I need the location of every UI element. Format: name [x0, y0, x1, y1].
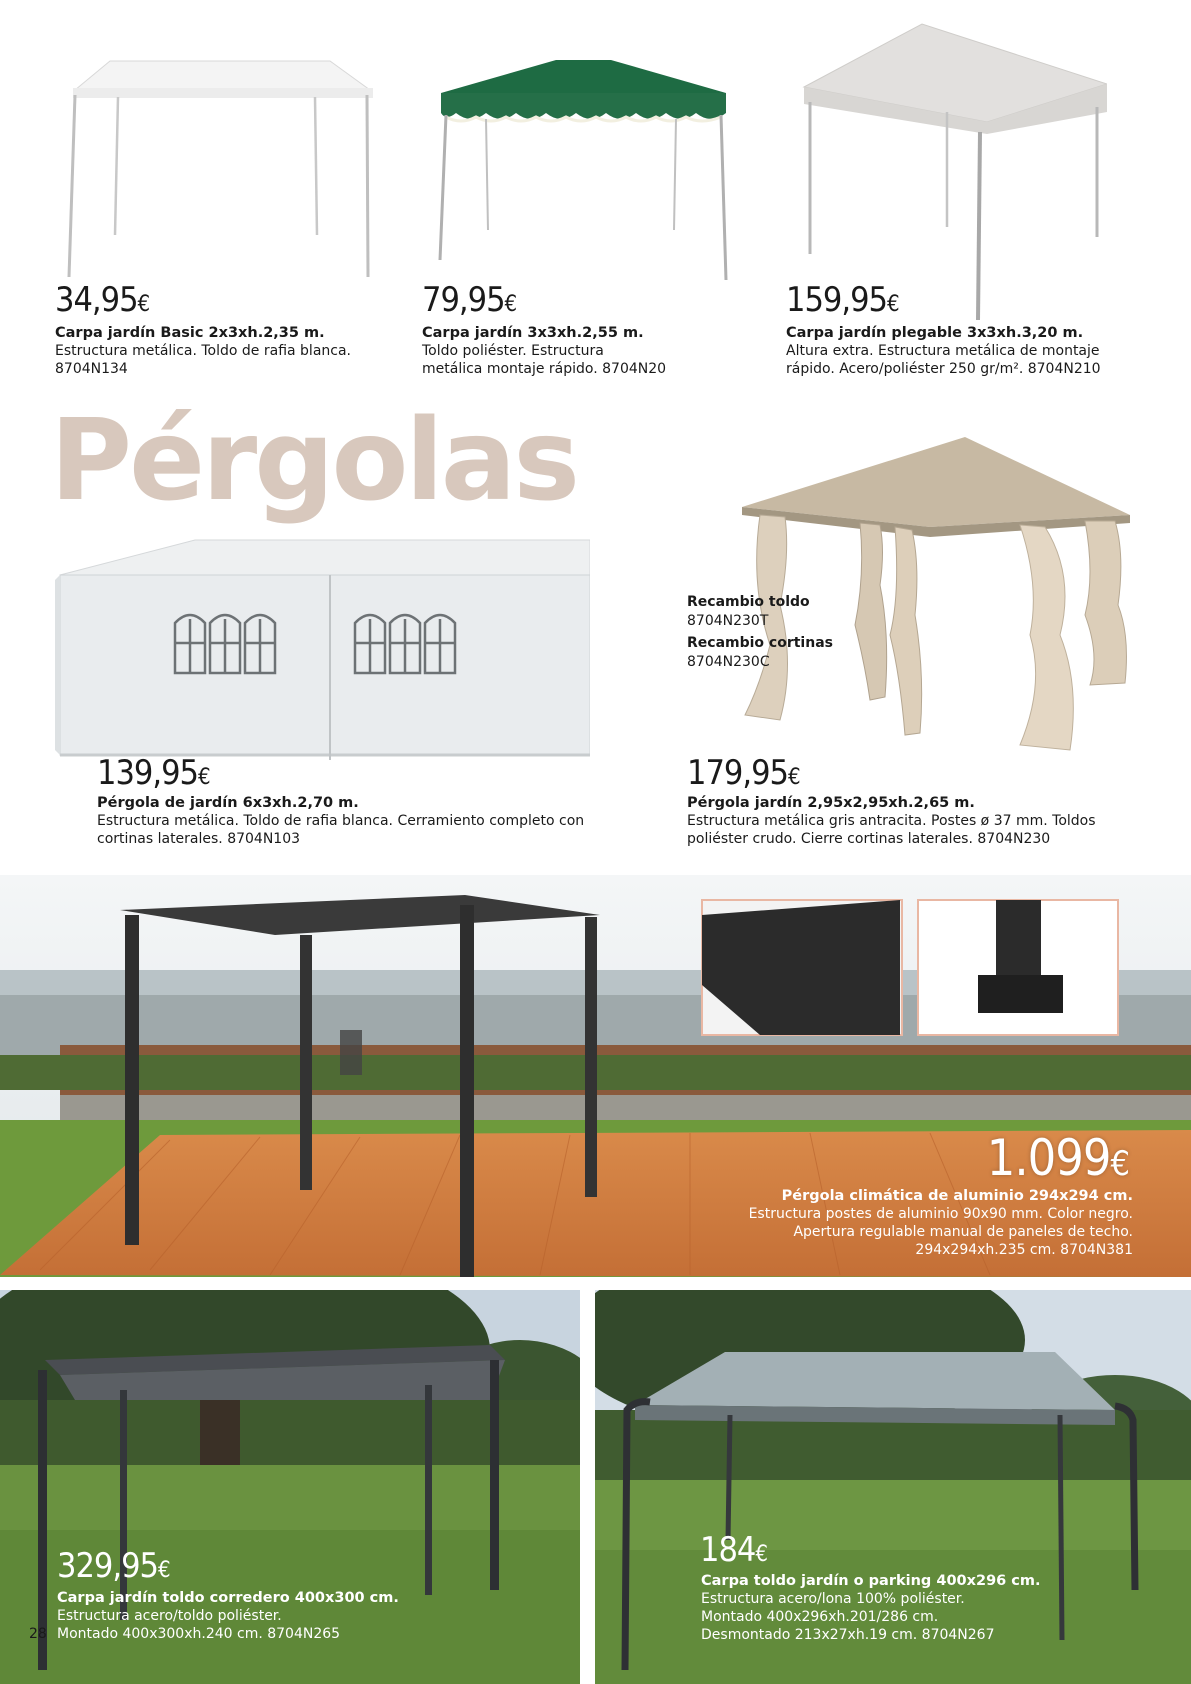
section-title: Pérgolas [50, 396, 578, 526]
product-desc-climatic-line1: Estructura postes de aluminio 90x90 mm. Color negro. [748, 1206, 1133, 1222]
product-image-green-tent [436, 55, 736, 280]
product-desc-pergola-295-line2: poliéster crudo. Cierre cortinas laterales. 8704N230 [687, 831, 1051, 847]
product-image-folding-tent [802, 22, 1107, 322]
page-number: 28 [29, 1626, 47, 1642]
price-value: 179,95 [687, 753, 788, 793]
product-image-basic-tent [55, 55, 375, 280]
price-value: 79,95 [422, 280, 505, 320]
spare-part-code-awning: 8704N230T [687, 613, 769, 629]
price-pergola-295 [687, 753, 800, 793]
product-desc-sliding-line2: Montado 400x300xh.240 cm. 8704N265 [57, 1626, 341, 1642]
product-title-basic: Carpa jardín Basic 2x3xh.2,35 m. [55, 325, 325, 341]
price-value: 34,95 [55, 280, 138, 320]
product-title-sliding: Carpa jardín toldo corredero 400x300 cm. [57, 1590, 399, 1606]
price-sliding [57, 1546, 170, 1586]
product-title-folding: Carpa jardín plegable 3x3xh.3,20 m. [786, 325, 1084, 341]
product-title-pergola-6x3: Pérgola de jardín 6x3xh.2,70 m. [97, 795, 359, 811]
product-title-climatic: Pérgola climática de aluminio 294x294 cm. [781, 1188, 1133, 1204]
product-desc-folding-line2: rápido. Acero/poliéster 250 gr/m². 8704N210 [786, 361, 1101, 377]
currency-symbol: € [755, 1542, 767, 1567]
product-desc-basic-line1: Estructura metálica. Toldo de rafia blanca. [55, 343, 351, 359]
product-desc-climatic-line2: Apertura regulable manual de paneles de techo. [793, 1224, 1133, 1240]
price-parking [700, 1530, 767, 1570]
product-title-parking: Carpa toldo jardín o parking 400x296 cm. [701, 1573, 1041, 1589]
product-desc-parking-line1: Estructura acero/lona 100% poliéster. [701, 1591, 965, 1607]
price-climatic [986, 1129, 1129, 1187]
price-value: 329,95 [57, 1546, 158, 1586]
product-title-green: Carpa jardín 3x3xh.2,55 m. [422, 325, 644, 341]
currency-symbol: € [198, 765, 210, 790]
product-image-pergola-6x3 [55, 535, 590, 770]
currency-symbol: € [137, 292, 150, 317]
product-desc-folding-line1: Altura extra. Estructura metálica de montaje [786, 343, 1100, 359]
currency-symbol: € [887, 292, 899, 317]
product-desc-climatic-line3: 294x294xh.235 cm. 8704N381 [915, 1242, 1133, 1258]
spare-part-label-curtains: Recambio cortinas [687, 635, 833, 651]
product-desc-parking-line3: Desmontado 213x27xh.19 cm. 8704N267 [701, 1627, 995, 1643]
price-value: 184 [700, 1530, 756, 1570]
price-value: 159,95 [786, 280, 887, 320]
product-desc-pergola-6x3-line2: cortinas laterales. 8704N103 [97, 831, 301, 847]
product-desc-green-line1: Toldo poliéster. Estructura [422, 343, 604, 359]
spare-part-label-awning: Recambio toldo [687, 594, 810, 610]
product-desc-sliding-line1: Estructura acero/toldo poliéster. [57, 1608, 282, 1624]
price-pergola-6x3 [97, 753, 210, 793]
currency-symbol: € [1110, 1144, 1129, 1184]
product-desc-pergola-295-line1: Estructura metálica gris antracita. Postes ø 37 mm. Toldos [687, 813, 1096, 829]
product-title-pergola-295: Pérgola jardín 2,95x2,95xh.2,65 m. [687, 795, 975, 811]
price-folding [786, 280, 899, 320]
spare-part-code-curtains: 8704N230C [687, 654, 770, 670]
product-desc-basic-line2: 8704N134 [55, 361, 128, 377]
product-desc-pergola-6x3-line1: Estructura metálica. Toldo de rafia blanca. Cerramiento completo con [97, 813, 585, 829]
product-desc-green-line2: metálica montaje rápido. 8704N20 [422, 361, 667, 377]
currency-symbol: € [158, 1558, 170, 1583]
price-value: 139,95 [97, 753, 198, 793]
price-green [422, 280, 517, 320]
currency-symbol: € [788, 765, 800, 790]
currency-symbol: € [504, 292, 517, 317]
product-desc-parking-line2: Montado 400x296xh.201/286 cm. [701, 1609, 939, 1625]
price-value: 1.099 [986, 1129, 1111, 1187]
price-basic [55, 280, 150, 320]
